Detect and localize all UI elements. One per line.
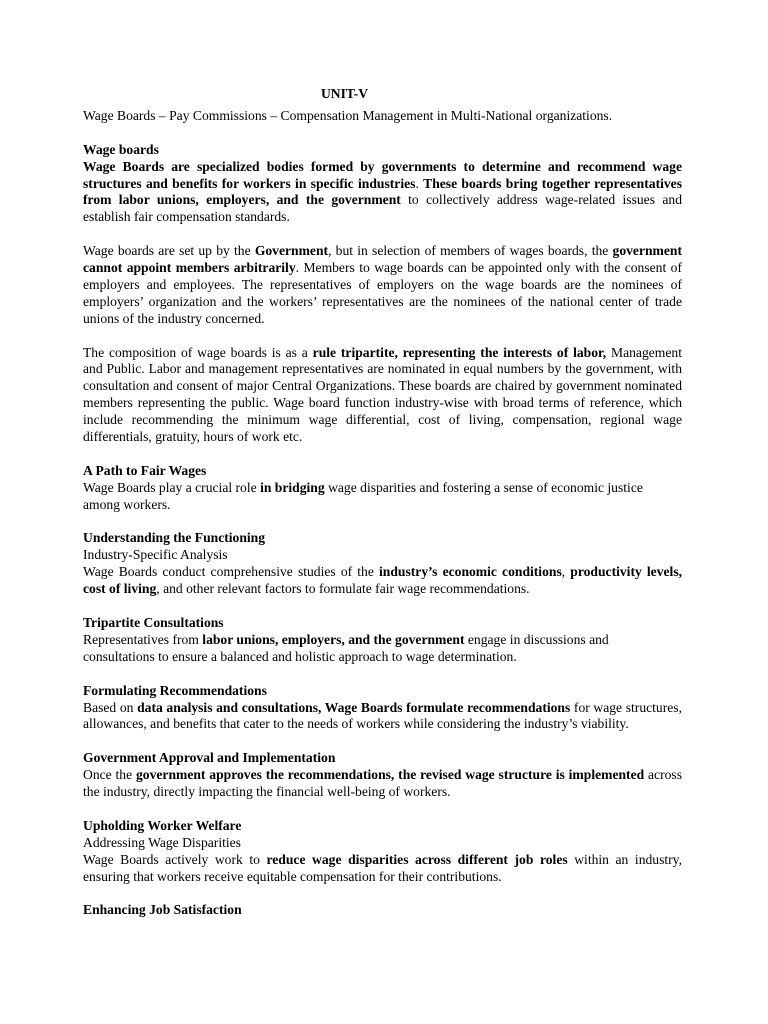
paragraph-formulating-recommendations: Based on data analysis and consultations, Wage Boards formulate recommendations for wage structures, allowances, and benefits that cater to the needs of workers while considering the industry’s viability. (83, 699, 682, 732)
heading-understanding-functioning: Understanding the Functioning (83, 530, 266, 546)
paragraph-industry-analysis: Wage Boards conduct comprehensive studies of the industry’s economic conditions, productivity levels, cost of living, and other relevant factors to formulate fair wage recommendations. (83, 564, 683, 597)
heading-wage-boards: Wage boards (83, 141, 159, 157)
paragraph-wage-boards-composition: The composition of wage boards is as a rule tripartite, representing the interests of labor, Management and Public. Labor and management representatives are nominated in equal numbers by the government, with consultation and consent of major Central Organizations. These boards are chaired by government nominated members representing the public. Wage board function industry-wise with broad terms of reference, which include recommending the minimum wage differential, cost of living, compensation, regional wage differentials, gratuity, hours of work etc. (83, 344, 682, 445)
subheading-addressing-wage-disparities: Addressing Wage Disparities (83, 834, 241, 850)
heading-enhancing-job-satisfaction: Enhancing Job Satisfaction (83, 902, 242, 918)
heading-path-to-fair-wages: A Path to Fair Wages (83, 462, 207, 478)
paragraph-tripartite-consultations: Representatives from labor unions, employers, and the government engage in discussions and consultations to ensure a balanced and holistic approach to wage determination. (83, 631, 609, 664)
paragraph-path-to-fair-wages: Wage Boards play a crucial role in bridging wage disparities and fostering a sense of economic justice among workers. (83, 479, 643, 512)
document-body (83, 86, 682, 919)
heading-government-approval: Government Approval and Implementation (83, 750, 336, 766)
paragraph-addressing-wage-disparities: Wage Boards actively work to reduce wage disparities across different job roles within an industry, ensuring that workers receive equitable compensation for their contributions. (83, 851, 682, 884)
paragraph-wage-boards-setup: Wage boards are set up by the Government, but in selection of members of wages boards, the government cannot appoint members arbitrarily. Members to wage boards can be appointed only with the consent of employers and employees. The representatives of employers on the wage boards are the nominees of employers’ organization and the workers’ representatives are the nominees of the national center of trade unions of the industry concerned. (83, 243, 682, 326)
paragraph-government-approval: Once the government approves the recommendations, the revised wage structure is implemented across the industry, directly impacting the financial well-being of workers. (83, 767, 682, 800)
paragraph-wage-boards-definition: Wage Boards are specialized bodies formed by governments to determine and recommend wage structures and benefits for workers in specific industries. These boards bring together representatives from labor unions, employers, and the government to collectively address wage-related issues and establish fair compensation standards. (83, 158, 682, 225)
heading-upholding-worker-welfare: Upholding Worker Welfare (83, 817, 242, 833)
unit-title: UNIT-V (320, 86, 369, 101)
heading-formulating-recommendations: Formulating Recommendations (83, 682, 267, 698)
subtitle: Wage Boards – Pay Commissions – Compensation Management in Multi-National organizations. (83, 107, 613, 123)
subheading-industry-analysis: Industry-Specific Analysis (83, 547, 228, 563)
heading-tripartite-consultations: Tripartite Consultations (83, 615, 224, 630)
